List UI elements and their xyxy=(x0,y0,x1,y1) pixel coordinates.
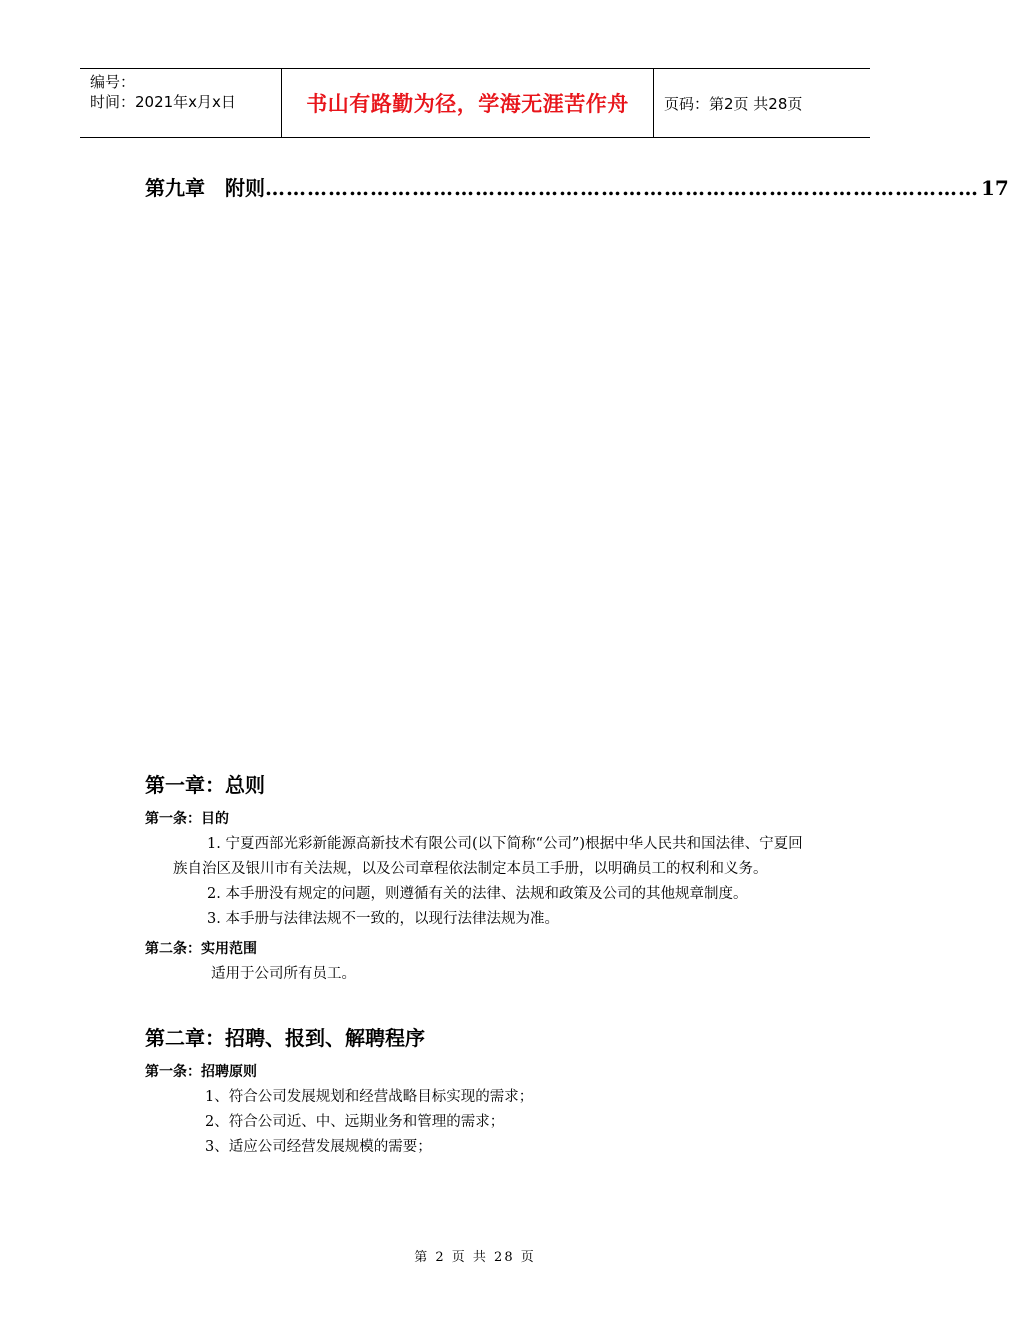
toc-entry[interactable] xyxy=(145,172,1009,201)
document-body xyxy=(145,768,815,1160)
article-title: 第一条：招聘原则 xyxy=(145,1064,257,1080)
toc-entry-label: 第九章 附则 xyxy=(145,176,265,200)
list-item: 2、符合公司近、中、远期业务和管理的需求； xyxy=(205,1114,505,1130)
page-header xyxy=(80,68,870,138)
toc-leader-dots: ………………………………………………………………………………………… xyxy=(265,176,979,200)
paragraph: 1. 宁夏西部光彩新能源高新技术有限公司(以下简称“公司”)根据中华人民共和国法律、宁夏回族自治区及银川市有关法规，以及公司章程依法制定本员工手册，以明确员工的权利和义务。 xyxy=(173,836,803,877)
article-title: 第一条：目的 xyxy=(145,811,229,827)
header-page-info: 页码：第2页 共28页 xyxy=(664,94,803,113)
header-meta xyxy=(80,69,281,137)
document-date: 时间：2021年x月x日 xyxy=(90,93,236,111)
chapter-title: 第一章：总则 xyxy=(145,773,265,797)
toc-entry-page: 17 xyxy=(981,176,1009,200)
document-number-label: 编号： xyxy=(90,73,136,91)
chapter-title: 第二章：招聘、报到、解聘程序 xyxy=(145,1026,425,1050)
list-item: 3、适应公司经营发展规模的需要； xyxy=(205,1139,432,1155)
paragraph: 2. 本手册没有规定的问题，则遵循有关的法律、法规和政策及公司的其他规章制度。 xyxy=(207,886,748,902)
page-footer: 第 2 页 共 28 页 xyxy=(414,1250,536,1265)
article-title: 第二条：实用范围 xyxy=(145,941,257,957)
header-motto: 书山有路勤为径，学海无涯苦作舟 xyxy=(281,69,654,137)
paragraph: 适用于公司所有员工。 xyxy=(211,966,356,982)
paragraph: 3. 本手册与法律法规不一致的，以现行法律法规为准。 xyxy=(207,911,559,927)
list-item: 1、符合公司发展规划和经营战略目标实现的需求； xyxy=(205,1089,534,1105)
